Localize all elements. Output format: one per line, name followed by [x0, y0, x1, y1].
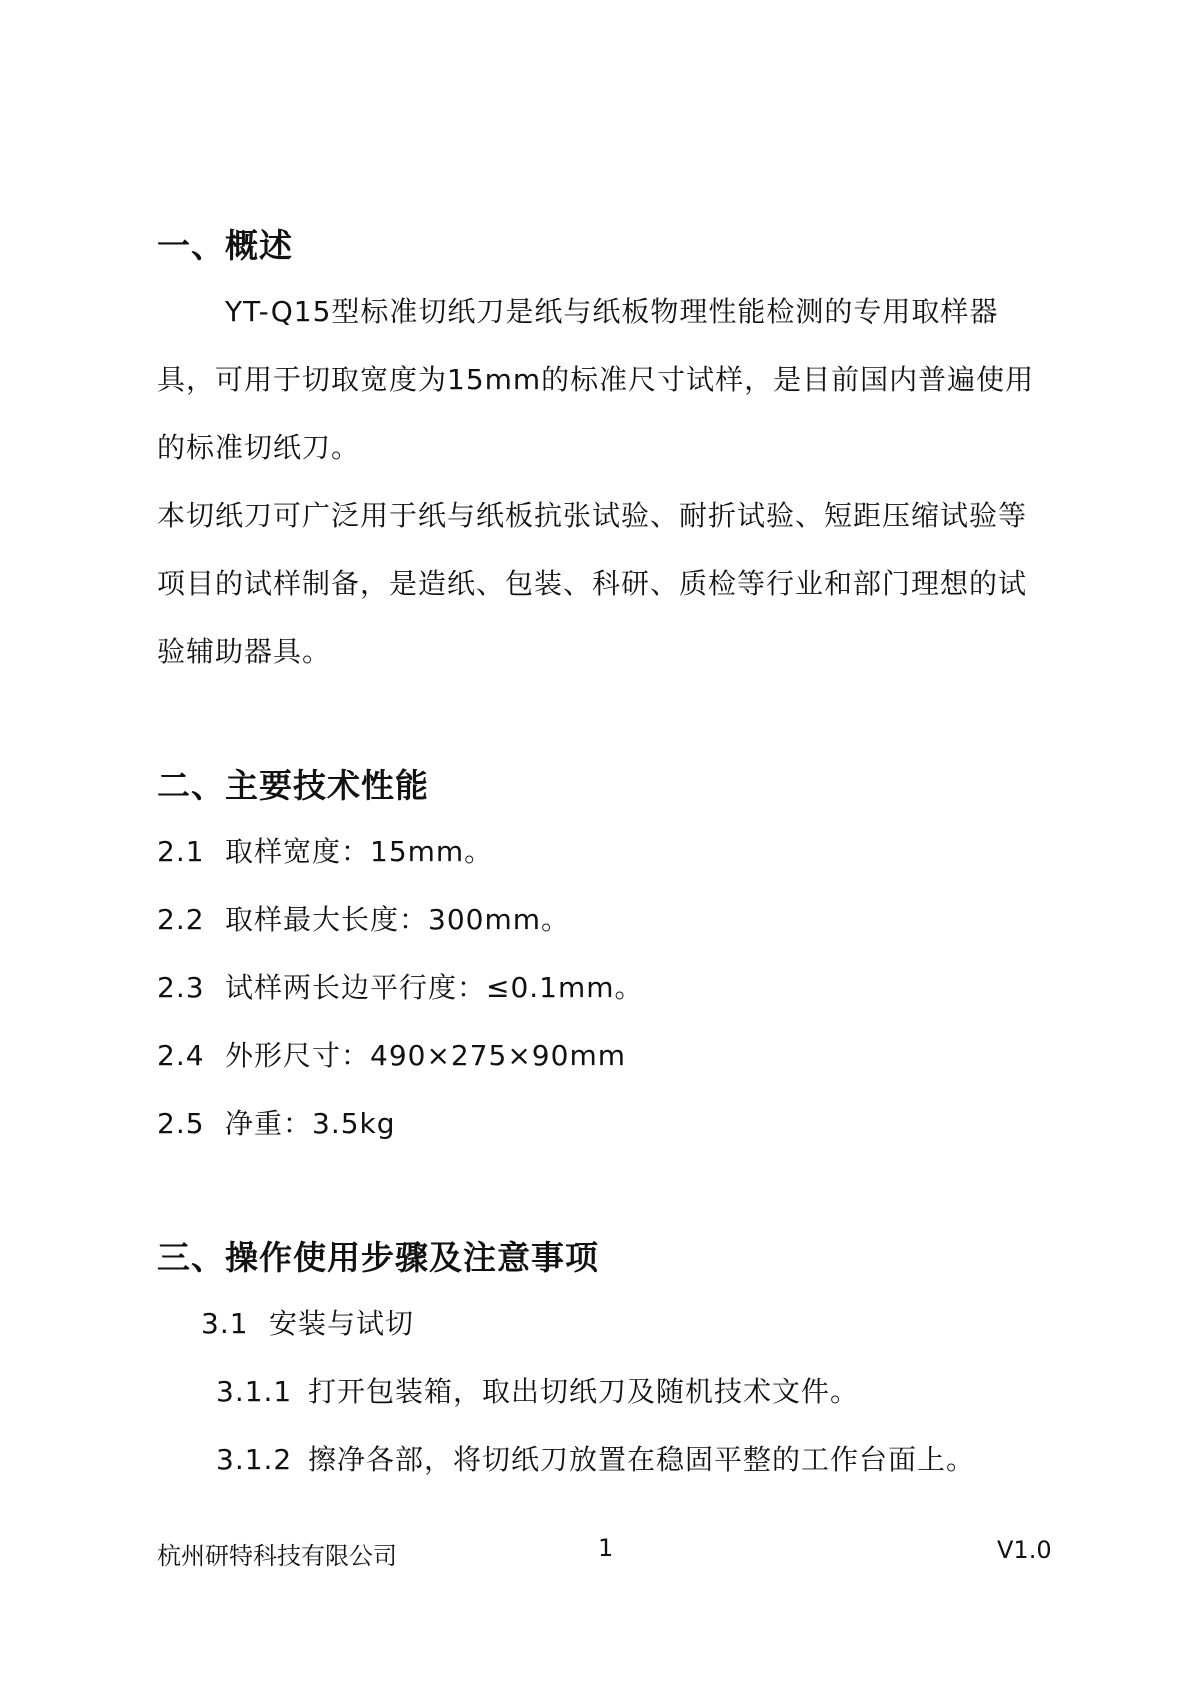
section-1-para-1-line-3: 的标准切纸刀。	[157, 431, 361, 464]
step-text: 擦净各部，将切纸刀放置在稳固平整的工作台面上。	[308, 1443, 976, 1476]
spec-item	[157, 966, 644, 1006]
spec-item	[157, 830, 493, 870]
spec-item-number: 2.1	[157, 835, 205, 868]
subsection-title: 安装与试切	[269, 1307, 415, 1340]
spec-item-number: 2.3	[157, 971, 205, 1004]
step-text: 打开包装箱，取出切纸刀及随机技术文件。	[308, 1375, 860, 1408]
step-number: 3.1.2	[216, 1443, 293, 1476]
spec-item	[157, 1102, 396, 1142]
section-1-heading: 一、概述	[157, 226, 293, 265]
subsection-3-1	[201, 1302, 414, 1342]
section-2-heading: 二、主要技术性能	[157, 766, 429, 805]
spec-item-text: 净重：3.5kg	[225, 1107, 396, 1140]
subsection-number: 3.1	[201, 1307, 249, 1340]
section-1-para-2-line-3: 验辅助器具。	[157, 635, 332, 668]
step-item	[216, 1438, 975, 1478]
spec-item	[157, 1034, 626, 1074]
spec-item-text: 取样宽度：15mm。	[225, 835, 494, 868]
spec-item-text: 外形尺寸：490×275×90mm	[225, 1039, 626, 1072]
footer-version: V1.0	[997, 1536, 1052, 1564]
section-1-para-1-line-1: YT-Q15型标准切纸刀是纸与纸板物理性能检测的专用取样器	[225, 295, 999, 328]
spec-item-text: 取样最大长度：300mm。	[225, 903, 570, 936]
spec-item-number: 2.5	[157, 1107, 205, 1140]
step-item	[216, 1370, 859, 1410]
step-number: 3.1.1	[216, 1375, 293, 1408]
section-3-heading: 三、操作使用步骤及注意事项	[157, 1238, 599, 1277]
spec-item-number: 2.2	[157, 903, 205, 936]
spec-item	[157, 898, 570, 938]
footer-page-number: 1	[598, 1534, 614, 1562]
footer-company: 杭州研特科技有限公司	[157, 1542, 397, 1570]
spec-item-text: 试样两长边平行度：≤0.1mm。	[225, 971, 644, 1004]
section-1-para-2-line-1: 本切纸刀可广泛用于纸与纸板抗张试验、耐折试验、短距压缩试验等	[157, 499, 1028, 532]
section-1-para-2-line-2: 项目的试样制备，是造纸、包装、科研、质检等行业和部门理想的试	[157, 567, 1028, 600]
section-1-para-1-line-2: 具，可用于切取宽度为15mm的标准尺寸试样，是目前国内普遍使用	[157, 363, 1035, 396]
spec-item-number: 2.4	[157, 1039, 205, 1072]
